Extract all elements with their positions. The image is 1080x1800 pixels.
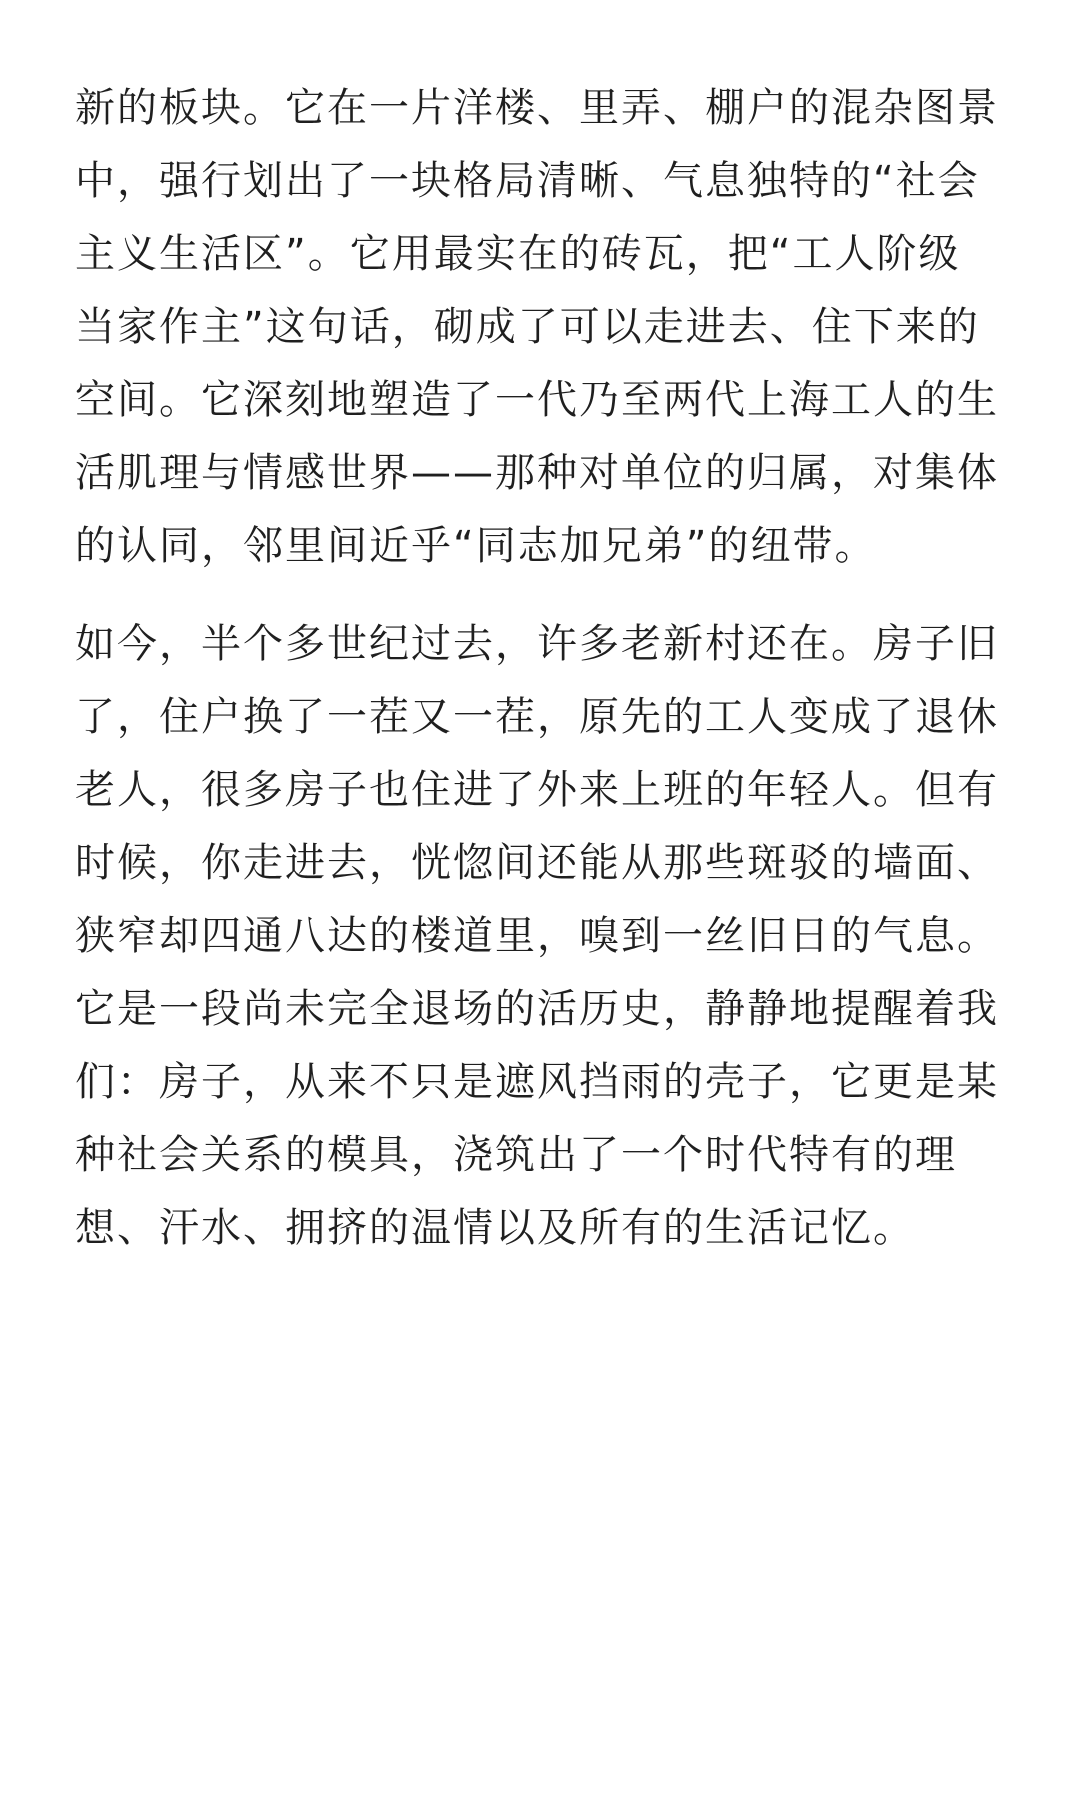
text-line: 活肌理与情感世界——那种对单位的归属，对集体 xyxy=(75,450,999,496)
text-line: 如今，半个多世纪过去，许多老新村还在。房子旧 xyxy=(75,621,999,667)
text-line: 种社会关系的模具，浇筑出了一个时代特有的理 xyxy=(75,1132,957,1178)
paragraph-1 xyxy=(75,72,1015,583)
paragraph-2 xyxy=(75,608,1015,1265)
text-line: 老人，很多房子也住进了外来上班的年轻人。但有 xyxy=(75,767,999,813)
article-body xyxy=(75,72,1015,1265)
text-line: 了，住户换了一茬又一茬，原先的工人变成了退休 xyxy=(75,694,999,740)
text-line: 们：房子，从来不只是遮风挡雨的壳子，它更是某 xyxy=(75,1059,999,1105)
text-line: 主义生活区”。它用最实在的砖瓦，把“工人阶级 xyxy=(75,231,961,277)
text-line: 新的板块。它在一片洋楼、里弄、棚户的混杂图景 xyxy=(75,85,999,131)
text-line: 想、汗水、拥挤的温情以及所有的生活记忆。 xyxy=(75,1205,915,1251)
text-line: 空间。它深刻地塑造了一代乃至两代上海工人的生 xyxy=(75,377,999,423)
text-line: 它是一段尚未完全退场的活历史，静静地提醒着我 xyxy=(75,986,999,1032)
text-line: 中，强行划出了一块格局清晰、气息独特的“社会 xyxy=(75,158,980,204)
text-line: 的认同，邻里间近乎“同志加兄弟”的纽带。 xyxy=(75,523,877,569)
text-line: 时候，你走进去，恍惚间还能从那些斑驳的墙面、 xyxy=(75,840,999,886)
text-line: 当家作主”这句话，砌成了可以走进去、住下来的 xyxy=(75,304,980,350)
text-line: 狭窄却四通八达的楼道里，嗅到一丝旧日的气息。 xyxy=(75,913,999,959)
